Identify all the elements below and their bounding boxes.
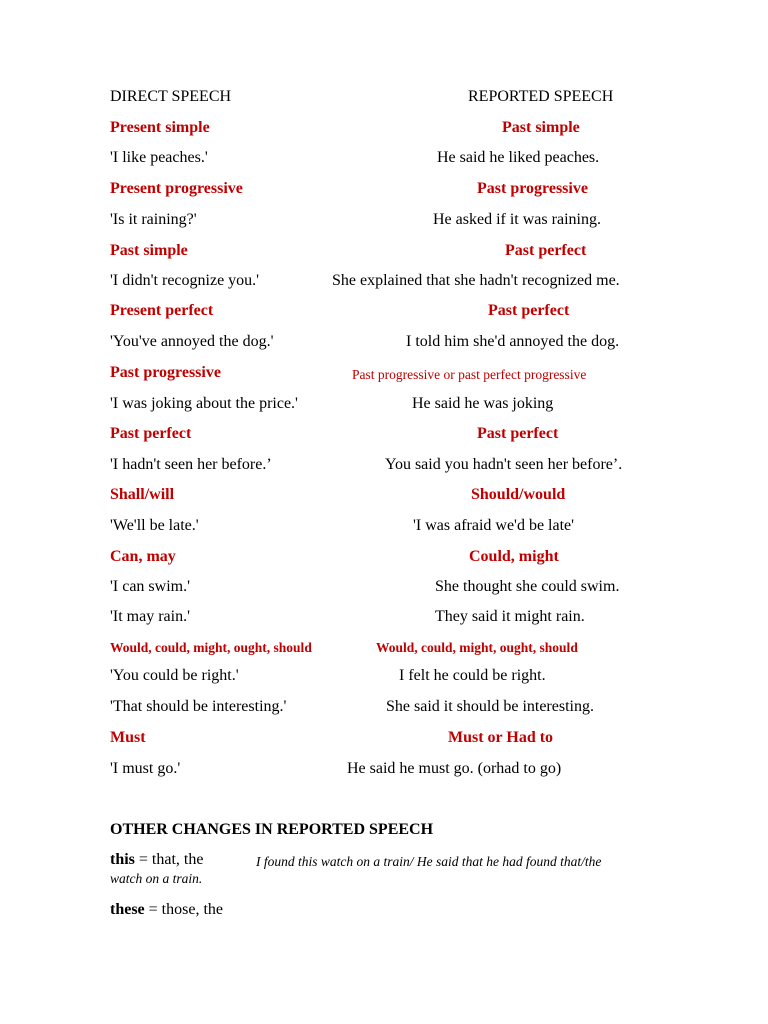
tense-left: Past perfect bbox=[110, 425, 192, 442]
example-reported: They said it might rain. bbox=[435, 608, 585, 625]
example-direct: 'I was joking about the price.' bbox=[110, 395, 298, 412]
example-reported: She explained that she hadn't recognized me. bbox=[332, 272, 620, 289]
tense-right: Past perfect bbox=[477, 425, 559, 442]
reported-speech-header: REPORTED SPEECH bbox=[468, 88, 614, 105]
example-reported: You said you hadn't seen her before’. bbox=[385, 456, 623, 473]
tense-left: Past simple bbox=[110, 242, 188, 259]
this-word: this bbox=[110, 851, 135, 868]
example-direct: 'It may rain.' bbox=[110, 608, 190, 625]
example-reported: He asked if it was raining. bbox=[433, 211, 601, 228]
tense-right: Past progressive bbox=[477, 180, 588, 197]
example-direct: 'I didn't recognize you.' bbox=[110, 272, 260, 289]
this-example-line-2: watch on a train. bbox=[110, 871, 203, 886]
these-word: these bbox=[110, 901, 145, 918]
example-direct: 'That should be interesting.' bbox=[110, 698, 287, 715]
example-reported: He said he was joking bbox=[412, 395, 554, 412]
tense-right: Would, could, might, ought, should bbox=[376, 640, 578, 655]
tense-right: Past perfect bbox=[488, 302, 570, 319]
example-reported: I told him she'd annoyed the dog. bbox=[406, 333, 620, 350]
example-direct: 'I hadn't seen her before.’ bbox=[110, 456, 272, 473]
tense-right: Must or Had to bbox=[448, 729, 554, 746]
tense-right: Past simple bbox=[502, 119, 580, 136]
example-direct: 'I like peaches.' bbox=[110, 149, 208, 166]
example-reported: She thought she could swim. bbox=[435, 578, 620, 595]
tense-right: Past progressive or past perfect progressive bbox=[352, 367, 587, 382]
tense-left: Present perfect bbox=[110, 302, 214, 319]
tense-left: Must bbox=[110, 729, 146, 746]
example-direct: 'We'll be late.' bbox=[110, 517, 199, 534]
example-reported: He said he liked peaches. bbox=[437, 149, 600, 166]
example-reported: I felt he could be right. bbox=[399, 667, 546, 684]
these-rule bbox=[110, 901, 223, 919]
these-rule-rest: = those, the bbox=[144, 901, 223, 918]
example-reported: 'I was afraid we'd be late' bbox=[413, 517, 575, 534]
tense-right: Should/would bbox=[471, 486, 566, 503]
tense-right: Past perfect bbox=[505, 242, 587, 259]
tense-right: Could, might bbox=[469, 548, 559, 565]
example-direct: 'I must go.' bbox=[110, 760, 181, 777]
example-direct: 'Is it raining?' bbox=[110, 211, 197, 228]
example-direct: 'You could be right.' bbox=[110, 667, 239, 684]
tense-left: Shall/will bbox=[110, 486, 175, 503]
example-reported: She said it should be interesting. bbox=[386, 698, 594, 715]
tense-left: Past progressive bbox=[110, 364, 221, 381]
this-example-line-1: I found this watch on a train/ He said that he had found that/the bbox=[256, 854, 602, 869]
tense-left: Present progressive bbox=[110, 180, 243, 197]
direct-speech-header: DIRECT SPEECH bbox=[110, 88, 232, 105]
tense-left: Present simple bbox=[110, 119, 210, 136]
example-direct: 'You've annoyed the dog.' bbox=[110, 333, 274, 350]
this-rule-rest: = that, the bbox=[134, 851, 204, 868]
tense-left: Would, could, might, ought, should bbox=[110, 640, 312, 655]
example-reported: He said he must go. (orhad to go) bbox=[347, 760, 562, 777]
other-changes-heading: OTHER CHANGES IN REPORTED SPEECH bbox=[110, 821, 434, 838]
tense-left: Can, may bbox=[110, 548, 176, 565]
this-rule bbox=[110, 851, 203, 869]
example-direct: 'I can swim.' bbox=[110, 578, 190, 595]
